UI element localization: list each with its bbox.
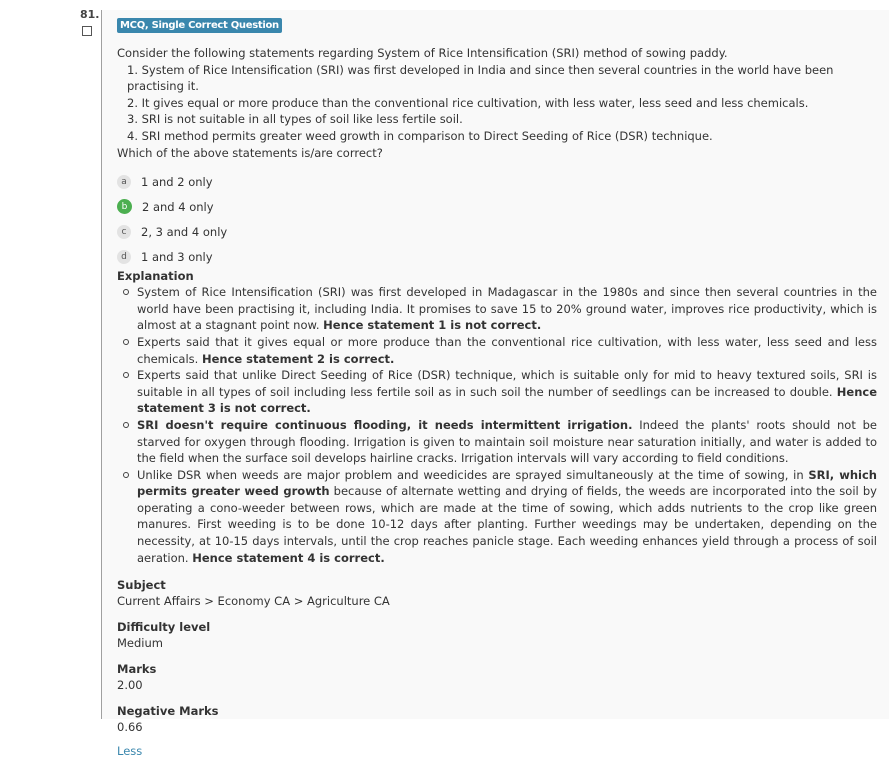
question-stem: [117, 45, 877, 161]
marks-value: 2.00: [117, 678, 143, 693]
explanation-title: Explanation: [117, 269, 194, 284]
question-number: 81.: [80, 8, 100, 21]
option-label: 1 and 3 only: [141, 249, 213, 264]
option-list: [117, 169, 877, 269]
question-checkbox[interactable]: [82, 26, 92, 36]
option-c[interactable]: [117, 219, 877, 244]
statement-item: 4. SRI method permits greater weed growth in comparison to Direct Seeding of Rice (DSR) technique.: [127, 128, 713, 143]
question-prompt: Which of the above statements is/are correct?: [117, 145, 383, 160]
explanation-point: Experts said that it gives equal or more produce than the conventional rice cultivation, with less water, less seed and less chemicals. Hence statement 2 is correct.: [137, 334, 877, 366]
less-link[interactable]: Less: [117, 744, 143, 758]
option-letter: d: [117, 250, 131, 264]
explanation-point: Unlike DSR when weeds are major problem and weedicides are sprayed simultaneously at the time of sowing, in SRI, which permits greater weed growth because of alternate wetting and drying of fields, the weeds are incorporated into the soil by operating a cono-weeder between rows, which are made at the time of sowing, which adds nutrients to the crop like green manures. First weeding is to be done 10-12 days after planting. Further weedings may be undertaken, depending on the necessity, at 10-15 days intervals, until the crop reaches panicle stage. Each weeding enhances yield through a process of soil aeration. Hence statement 4 is correct.: [137, 467, 877, 565]
option-letter: b: [117, 199, 132, 214]
negative-marks-label: Negative Marks: [117, 704, 219, 719]
difficulty-label: Difficulty level: [117, 620, 211, 635]
question-content: [117, 17, 877, 758]
explanation-list: [117, 284, 877, 566]
explanation-point: SRI doesn't require continuous flooding, it needs intermittent irrigation. Indeed the plants' roots should not be starved for oxygen through flooding. Irrigation is given to maintain soil moisture near saturation initially, and water is added to the field when the surface soil develops hairline cracks. Irrigation intervals will vary according to field conditions.: [137, 417, 877, 466]
question-intro: Consider the following statements regarding System of Rice Intensification (SRI) method of sowing paddy.: [117, 46, 728, 60]
subject-label: Subject: [117, 578, 166, 593]
subject-value: Current Affairs > Economy CA > Agriculture CA: [117, 594, 390, 609]
explanation-point: System of Rice Intensification (SRI) was first developed in Madagascar in the 1980s and since then several countries in the world have been practising it, including India. It promises to save 15 to 20% ground water, improves rice productivity, which is almost at a stagnant point now. Hence statement 1 is not correct.: [137, 285, 877, 333]
option-a[interactable]: [117, 169, 877, 194]
option-b-correct[interactable]: [117, 194, 877, 219]
negative-marks-value: 0.66: [117, 720, 143, 735]
option-label: 1 and 2 only: [141, 174, 213, 189]
question-type-badge: MCQ, Single Correct Question: [117, 18, 282, 33]
option-d[interactable]: [117, 244, 877, 269]
statement-list: [117, 62, 877, 145]
option-letter: c: [117, 225, 131, 239]
statement-item: 3. SRI is not suitable in all types of soil like less fertile soil.: [127, 112, 463, 127]
option-label: 2, 3 and 4 only: [141, 224, 228, 239]
statement-item: 2. It gives equal or more produce than the conventional rice cultivation, with less water, less seed and less chemicals.: [127, 95, 809, 110]
explanation-point: Experts said that unlike Direct Seeding of Rice (DSR) technique, which is suitable only for mid to heavy textured soils, SRI is suitable in all types of soil including less fertile soil as in such soil the number of seedlings can be increased to double. Hence statement 3 is not correct.: [137, 368, 877, 416]
difficulty-value: Medium: [117, 636, 163, 651]
statement-item: 1. System of Rice Intensification (SRI) was first developed in India and since then several countries in the world have been practising it.: [127, 62, 834, 94]
marks-label: Marks: [117, 662, 157, 677]
option-letter: a: [117, 175, 131, 189]
option-label: 2 and 4 only: [142, 199, 214, 214]
question-card: [102, 10, 889, 758]
